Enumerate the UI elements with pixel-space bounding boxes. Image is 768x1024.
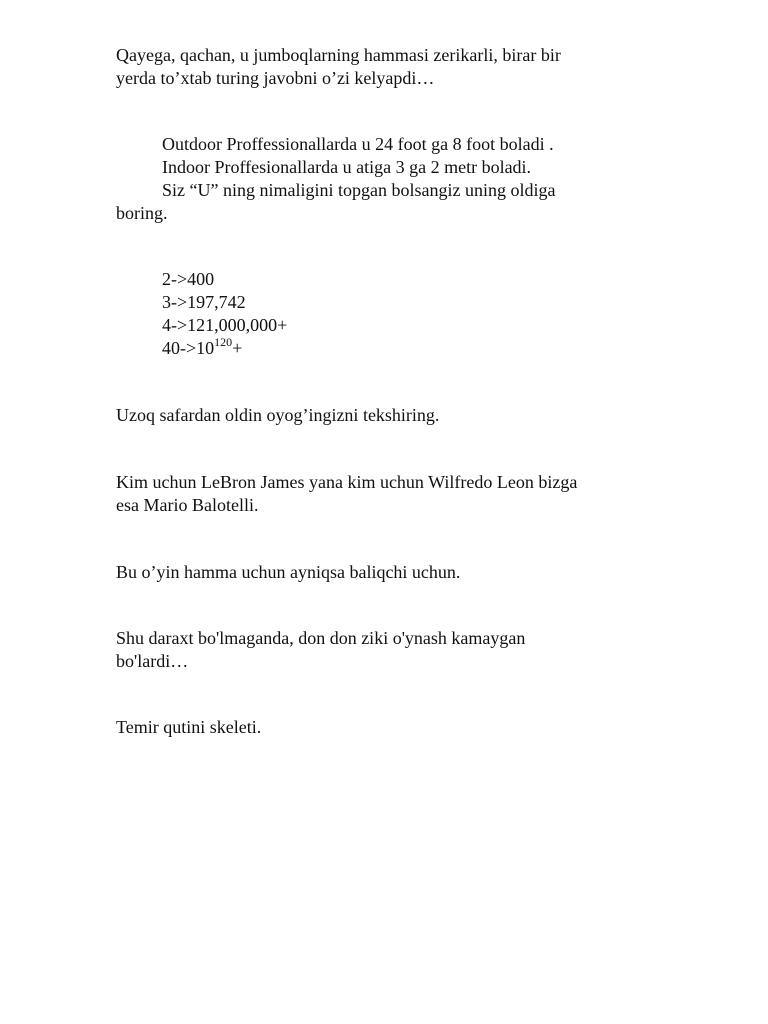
paragraph-1-line-1: Qayega, qachan, u jumboqlarning hammasi zerikarli, birar bir: [116, 45, 561, 65]
paragraph-2-line-3: Siz “U” ning nimaligini topgan bolsangiz uning oldiga: [162, 180, 556, 200]
paragraph-2-line-4: boring.: [116, 203, 168, 223]
paragraph-3: Uzoq safardan oldin oyog’ingizni tekshiring.: [116, 405, 440, 425]
paragraph-2-line-2: Indoor Proffesionallarda u atiga 3 ga 2 metr boladi.: [162, 157, 532, 177]
sequence-item: 2->400: [162, 269, 215, 289]
sequence-last-suffix: +: [232, 338, 243, 358]
sequence-item: 4->121,000,000+: [162, 315, 288, 335]
paragraph-2-line-1: Outdoor Proffessionallarda u 24 foot ga 8 foot boladi .: [162, 134, 554, 154]
paragraph-1-line-2: yerda to’xtab turing javobni o’zi kelyapdi…: [116, 68, 435, 88]
paragraph-5: Bu o’yin hamma uchun ayniqsa baliqchi uchun.: [116, 562, 461, 582]
paragraph-4-line-1: Kim uchun LeBron James yana kim uchun Wilfredo Leon bizga: [116, 472, 578, 492]
sequence-item-last: [162, 337, 242, 359]
paragraph-4-line-2: esa Mario Balotelli.: [116, 495, 259, 515]
sequence-item: 3->197,742: [162, 292, 246, 312]
paragraph-6-line-2: bo'lardi…: [116, 651, 189, 671]
paragraph-6-line-1: Shu daraxt bo'lmaganda, don don ziki o'ynash kamaygan: [116, 628, 526, 648]
paragraph-7: Temir qutini skeleti.: [116, 717, 262, 737]
sequence-last-prefix: 40->10: [162, 338, 215, 358]
sequence-last-exponent: 120: [214, 335, 233, 349]
